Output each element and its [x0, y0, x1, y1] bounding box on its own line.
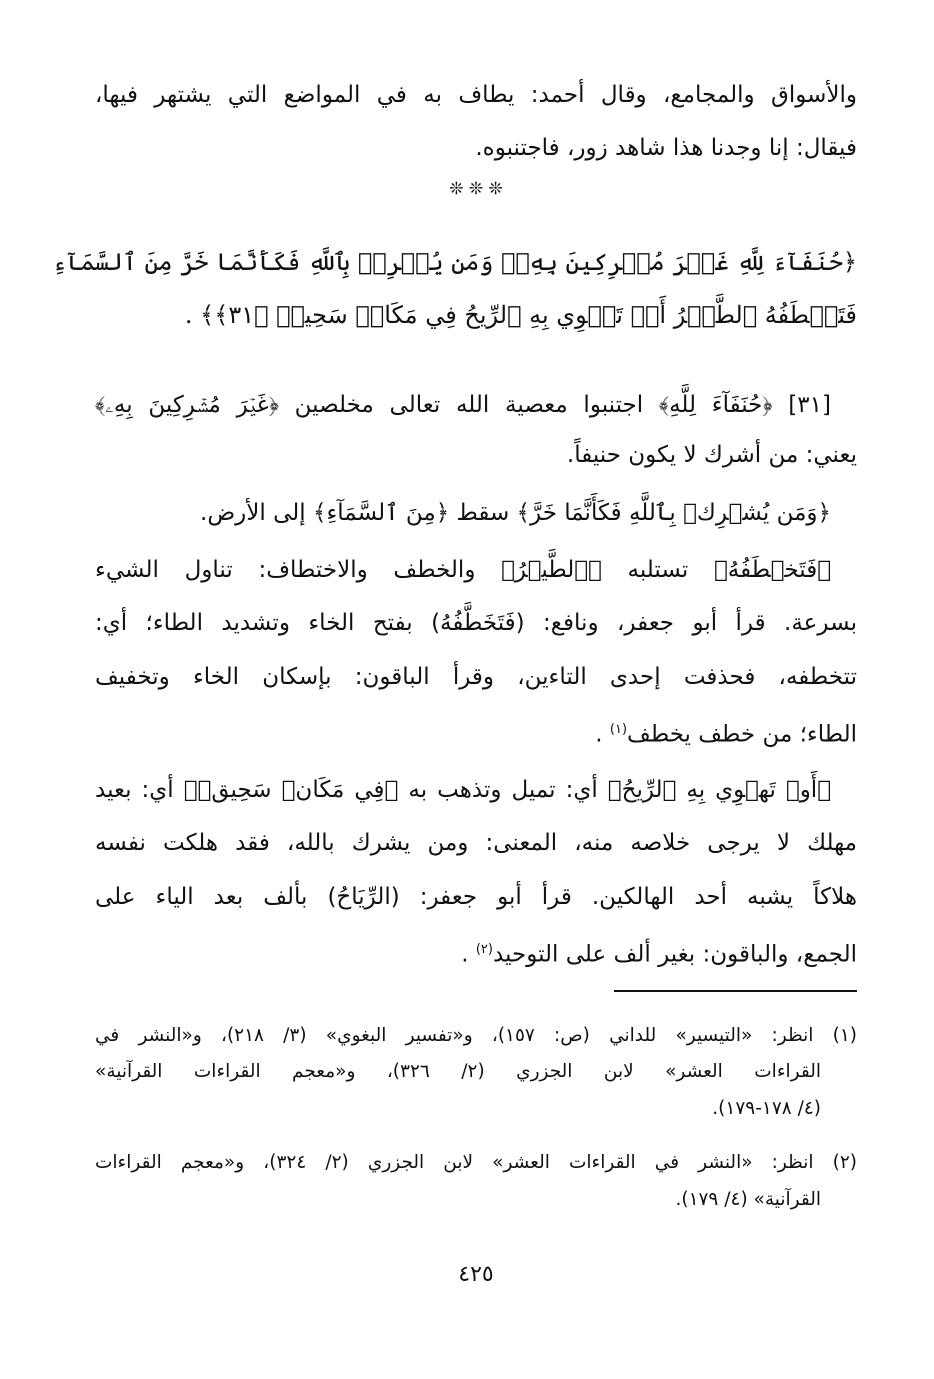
- commentary-line: ﴿وَمَن يُشۡرِكۡ بِٱللَّهِ فَكَأَنَّمَا خَرَّ﴾ سقط ﴿مِنَ ٱلسَّمَآءِ﴾ إلى الأرض.: [200, 500, 831, 526]
- quran-verse-line: ﴿حُنَفَآءَ لِلَّهِ غَيۡرَ مُشۡرِكِينَ بِهِۦۚ وَمَن يُشۡرِكۡ بِٱللَّهِ فَكَأَنَّمَا خَرَّ مِنَ ٱلسَّمَآءِ: [52, 248, 857, 276]
- period: .: [595, 721, 603, 748]
- footnote-line: القرآنية» (٤/ ١٧٩).: [675, 1189, 821, 1210]
- footnote-divider: [614, 990, 857, 992]
- commentary-line: هلاكاً يشبه أحد الهالكين. قرأ أبو جعفر: (الرِّيَاحُ) بألف بعد الياء على: [95, 884, 857, 910]
- footnote-line: القراءات العشر» لابن الجزري (٢/ ٣٢٦)، و«معجم القراءات القرآنية»: [95, 1061, 821, 1082]
- commentary-text: الجمع، والباقون: بغير ألف على التوحيد: [492, 941, 857, 968]
- footnote-line: (٢) انظر: «النشر في القراءات العشر» لابن الجزري (٢/ ٣٢٤)، و«معجم القراءات: [95, 1152, 857, 1173]
- commentary-line: يعني: من أشرك لا يكون حنيفاً.: [566, 442, 857, 468]
- body-line: فيقال: إنا وجدنا هذا شاهد زور، فاجتنبوه.: [475, 135, 857, 161]
- commentary-text: الطاء؛ من خطف يخطف: [627, 721, 857, 748]
- footnote-line: (٤/ ١٧٨-١٧٩).: [712, 1098, 821, 1119]
- commentary-line: [95, 933, 857, 972]
- body-line: والأسواق والمجامع، وقال أحمد: يطاف به في المواضع التي يشتهر فيها،: [95, 82, 857, 108]
- footnote-line: (١) انظر: «التيسير» للداني (ص: ١٥٧)، و«تفسير البغوي» (٣/ ٢١٨)، و«النشر في: [95, 1025, 857, 1046]
- commentary-line: ﴿أَوۡ تَهۡوِي بِهِ ٱلرِّيحُ﴾ أي: تميل وتذهب به ﴿فِي مَكَانٖ سَحِيقٖ﴾ أي: بعيد: [95, 777, 831, 803]
- page-number: ٤٢٥: [458, 1262, 494, 1287]
- commentary-line: [٣١] ﴿حُنَفَآءَ لِلَّهِ﴾ اجتنبوا معصية الله تعالى مخلصين ﴿غَيۡرَ مُشۡرِكِينَ بِهِۦ﴾: [95, 392, 831, 418]
- commentary-line: [95, 713, 857, 752]
- commentary-line: ﴿فَتَخۡطَفُهُ﴾ تستلبه ﴿ٱلطَّيۡرُ﴾ والخطف والاختطاف: تناول الشيء: [95, 557, 831, 583]
- period: .: [461, 941, 469, 968]
- commentary-line: تتخطفه، فحذفت إحدى التاءين، وقرأ الباقون: بإسكان الخاء وتخفيف: [95, 664, 857, 690]
- commentary-line: بسرعة. قرأ أبو جعفر، ونافع: (فَتَخَطَّفُهُ) بفتح الخاء وتشديد الطاء؛ أي:: [95, 610, 857, 636]
- footnote-ref[interactable]: (٢): [475, 942, 493, 957]
- footnote-ref[interactable]: (١): [609, 722, 628, 737]
- commentary-line: مهلك لا يرجى خلاصه منه، المعنى: ومن يشرك بالله، فقد هلكت نفسه: [95, 830, 857, 856]
- quran-verse-line: فَتَخۡطَفُهُ ٱلطَّيۡرُ أَوۡ تَهۡوِي بِهِ ٱلرِّيحُ فِي مَكَانٖ سَحِيقٖ ﴿٣١﴾﴾ .: [184, 301, 857, 329]
- section-separator: ❊ ❊ ❊: [449, 179, 503, 199]
